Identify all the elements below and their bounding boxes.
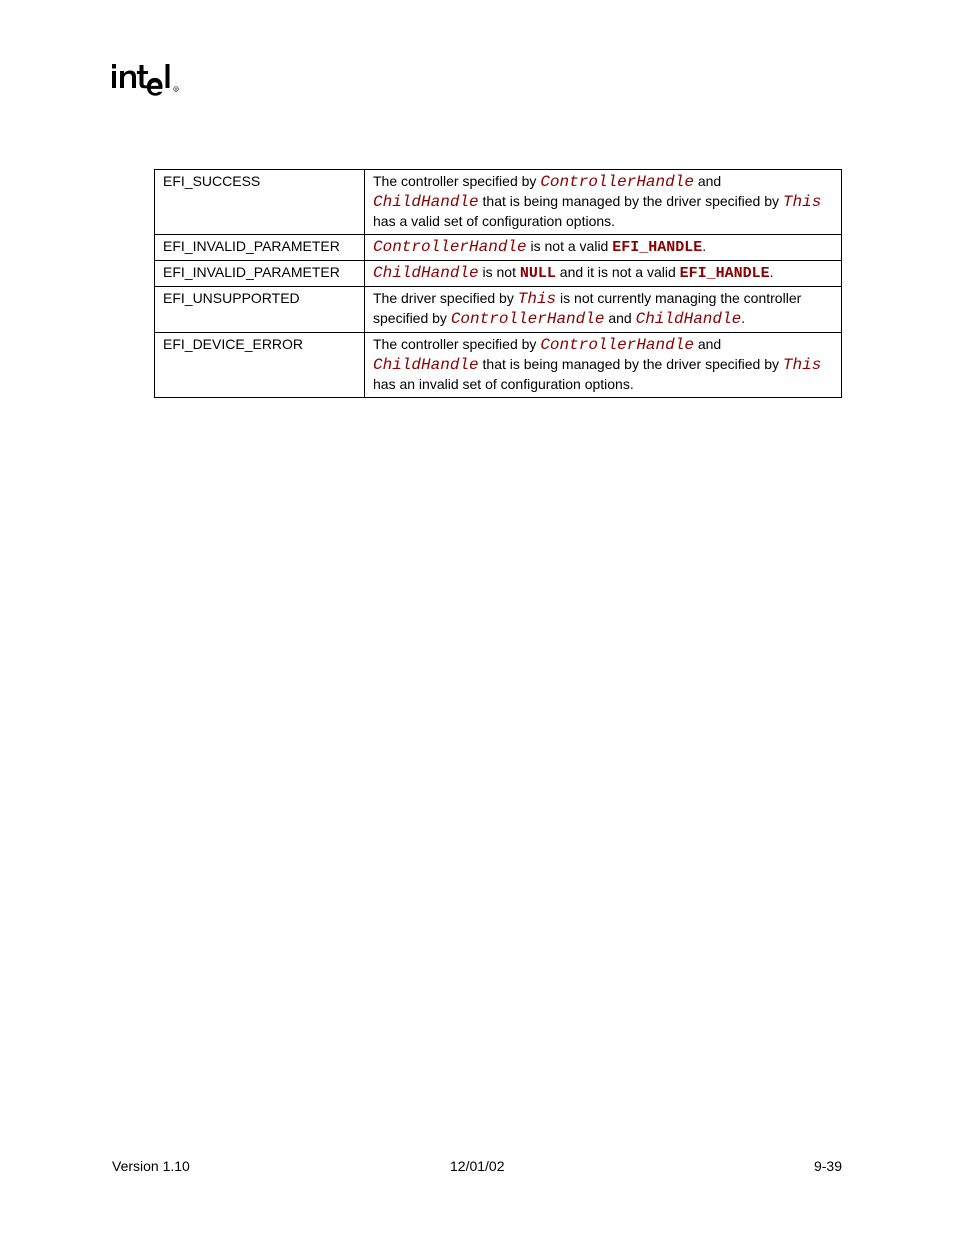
status-code: EFI_SUCCESS xyxy=(155,170,365,235)
table-row xyxy=(155,287,842,333)
status-code: EFI_DEVICE_ERROR xyxy=(155,333,365,398)
table-row xyxy=(155,261,842,287)
status-description: ChildHandle is not NULL and it is not a valid EFI_HANDLE. xyxy=(365,261,842,287)
intel-logo xyxy=(111,56,183,104)
table-row xyxy=(155,333,842,398)
status-code-table xyxy=(154,169,842,398)
footer-version: Version 1.10 xyxy=(112,1158,190,1174)
status-description: The driver specified by This is not currently managing the controller specified by ControllerHandle and ChildHandle. xyxy=(365,287,842,333)
status-code: EFI_UNSUPPORTED xyxy=(155,287,365,333)
status-description: ControllerHandle is not a valid EFI_HANDLE. xyxy=(365,235,842,261)
footer-date: 12/01/02 xyxy=(450,1158,505,1174)
status-description: The controller specified by ControllerHandle and ChildHandle that is being managed by the driver specified by This has a valid set of configuration options. xyxy=(365,170,842,235)
status-code: EFI_INVALID_PARAMETER xyxy=(155,261,365,287)
svg-text:R: R xyxy=(174,87,178,92)
footer-page-number: 9-39 xyxy=(813,1158,842,1174)
table-row xyxy=(155,170,842,235)
status-description: The controller specified by ControllerHandle and ChildHandle that is being managed by the driver specified by This has an invalid set of configuration options. xyxy=(365,333,842,398)
table-row xyxy=(155,235,842,261)
status-code: EFI_INVALID_PARAMETER xyxy=(155,235,365,261)
